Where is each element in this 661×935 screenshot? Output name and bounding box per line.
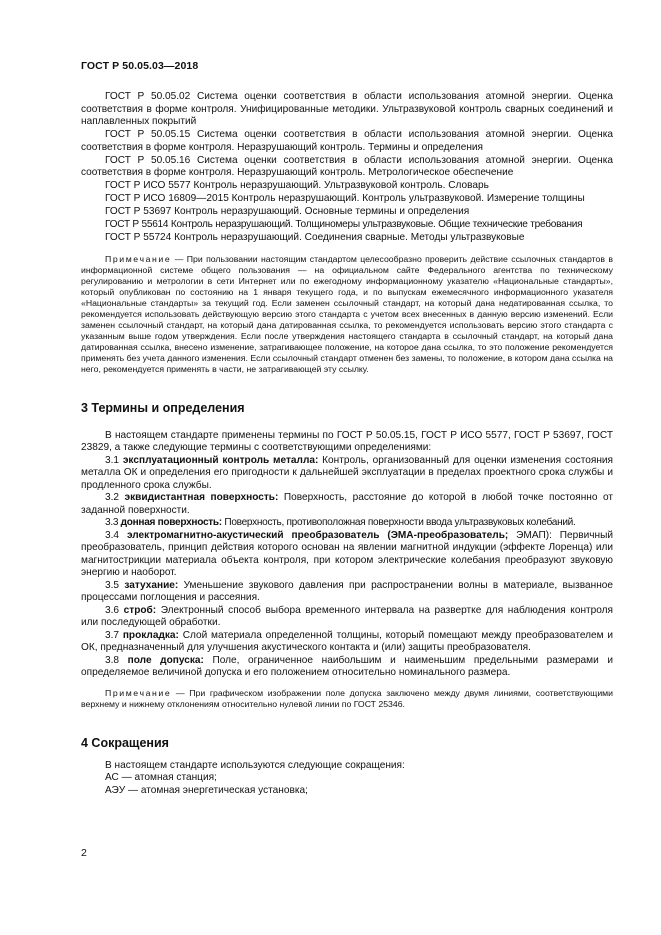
section-4 [81, 736, 613, 798]
term-entry [81, 630, 613, 655]
tolerance-note [81, 688, 613, 710]
note-label: Примечание [105, 687, 172, 698]
section-3-title: 3 Термины и определения [81, 400, 245, 415]
reference-item: ГОСТ Р 50.05.02 Система оценки соответствия в области использования атомной энергии. Оценка соответствия в форме контроля. Унифицированные методики. Ультразвуковой контроль сварных соединений и наплавленных покрытий [81, 91, 613, 127]
term-name: электромагнитно-акустический преобразователь (ЭМА-преобразователь; [126, 529, 509, 541]
section-3-intro: В настоящем стандарте применены термины по ГОСТ Р 50.05.15, ГОСТ Р ИСО 5577, ГОСТ Р 53697, ГОСТ 23829, а также следующие термины с соответствующими определениями: [81, 429, 613, 453]
term-definition: ЭМАП): Первичный преобразователь, принцип действия которого основан на явлении магнитной индукции (эффекте Лоренца) или магнитострикции материала объекта контроля, при котором электрические колебания преобразуют звуковую энергию и наоборот. [81, 529, 613, 578]
term-number: 3.7 [105, 629, 123, 641]
term-definition: Слой материала определенной толщины, который помещают между преобразователем и ОК, предназначенный для улучшения акустического контакта и (или) защиты преобразователя. [81, 629, 613, 653]
section-3 [81, 401, 613, 710]
term-name: строб: [123, 604, 157, 616]
page-number: 2 [81, 847, 87, 859]
term-entry [81, 530, 613, 580]
term-number: 3.3 [105, 517, 121, 528]
term-number: 3.2 [105, 492, 125, 503]
term-entry [81, 455, 613, 493]
term-definition: Контроль, организованный для оценки изменения состояния металла ОК и определения его пригодности к дальнейшей эксплуатации в пределах проектного срока службы и продленного срока службы. [81, 454, 613, 491]
reference-item: ГОСТ Р 55614 Контроль неразрушающий. Толщиномеры ультразвуковые. Общие технические требования [105, 219, 583, 230]
term-definition: Уменьшение звукового давления при распространении волны в материале, вызванное процессами поглощения и рассеяния. [81, 579, 613, 603]
note-label: Примечание [105, 253, 172, 264]
note-text: — При пользовании настоящим стандартом целесообразно проверить действие ссылочных стандартов в информационной системе общего пользования — на официальном сайте Федерального агентства по техническому регулированию и метрологии в сети Интернет или по ежегодному информационному указателю «Национальные стандарты», который опубликован по состоянию на 1 января текущего года, и по выпускам ежемесячного информационного указателя «Национальные стандарты» за текущий год. Если заменен ссылочный стандарт, на который дана недатированная ссылка, то рекомендуется использовать действующую версию этого стандарта с учетом всех внесенных в данную версию изменений. Если заменен ссылочный стандарт, на который дана датированная ссылка, то рекомендуется использовать версию этого стандарта с указанным выше годом утверждения. Если после утверждения настоящего стандарта в ссылочный стандарт, на который дана датированная ссылка, внесено изменение, затрагивающее положение, на которое дана ссылка, то это положение рекомендуется применять без учета данного изменения. Если ссылочный стандарт отменен без замены, то положение, в котором дана ссылка на него, рекомендуется применять в части, не затрагивающей эту ссылку. [81, 253, 613, 374]
term-definition: Поле, ограниченное наибольшим и наименьшим предельными размерами и определяемое величиной допуска и его положением относительно номинального размера. [81, 654, 614, 678]
reference-item: ГОСТ Р ИСО 16809—2015 Контроль неразрушающий. Контроль ультразвуковой. Измерение толщины [105, 193, 585, 204]
term-number: 3.5 [105, 579, 125, 591]
section-4-title: 4 Сокращения [81, 735, 169, 750]
term-entry [81, 605, 613, 630]
page-content [81, 91, 613, 797]
term-definition: Электронный способ выбора временного интервала на развертке для наблюдения контроля или последующей обработки. [81, 604, 613, 628]
reference-item: ГОСТ Р 55724 Контроль неразрушающий. Соединения сварные. Методы ультразвуковые [105, 232, 525, 243]
abbreviation-item: АЭУ — атомная энергетическая установка; [105, 784, 308, 796]
term-number: 3.6 [105, 604, 124, 616]
term-name: эквидистантная поверхность: [124, 492, 279, 503]
normative-references-list [81, 91, 613, 245]
reference-item: ГОСТ Р ИСО 5577 Контроль неразрушающий. Ультразвуковой контроль. Словарь [105, 180, 489, 191]
term-name: прокладка: [122, 629, 179, 641]
term-number: 3.4 [105, 529, 127, 541]
term-name: донная поверхность: [120, 517, 222, 528]
reference-item: ГОСТ Р 50.05.15 Система оценки соответствия в области использования атомной энергии. Оценка соответствия в форме контроля. Неразрушающий контроль. Термины и определения [81, 129, 613, 153]
term-name: эксплуатационный контроль металла: [122, 454, 319, 466]
abbreviation-item: АС — атомная станция; [105, 772, 217, 783]
term-entry [81, 655, 613, 680]
note-text: — При графическом изображении поле допуска заключено между двумя линиями, соответствующими верхнему и нижнему отклонениям относительно нулевой линии по ГОСТ 25346. [81, 687, 613, 709]
term-entry [81, 580, 613, 605]
term-name: затухание: [124, 579, 179, 591]
term-name: поле допуска: [127, 654, 204, 666]
reference-item: ГОСТ Р 50.05.16 Система оценки соответствия в области использования атомной энергии. Оценка соответствия в форме контроля. Неразрушающий контроль. Метрологическое обеспечение [81, 154, 613, 178]
reference-item: ГОСТ Р 53697 Контроль неразрушающий. Основные термины и определения [105, 206, 470, 217]
term-definition: Поверхность, расстояние до которой в любой точке постоянно от заданной поверхности. [81, 492, 613, 516]
document-header: ГОСТ Р 50.05.03—2018 [81, 60, 199, 72]
term-definition: Поверхность, противоположная поверхности ввода ультразвуковых колебаний. [221, 517, 576, 528]
term-entry [81, 517, 613, 530]
section-4-intro: В настоящем стандарте используются следующие сокращения: [105, 759, 405, 771]
references-note [81, 254, 613, 375]
term-number: 3.1 [105, 454, 123, 466]
term-number: 3.8 [105, 654, 128, 666]
term-entry [81, 492, 613, 517]
